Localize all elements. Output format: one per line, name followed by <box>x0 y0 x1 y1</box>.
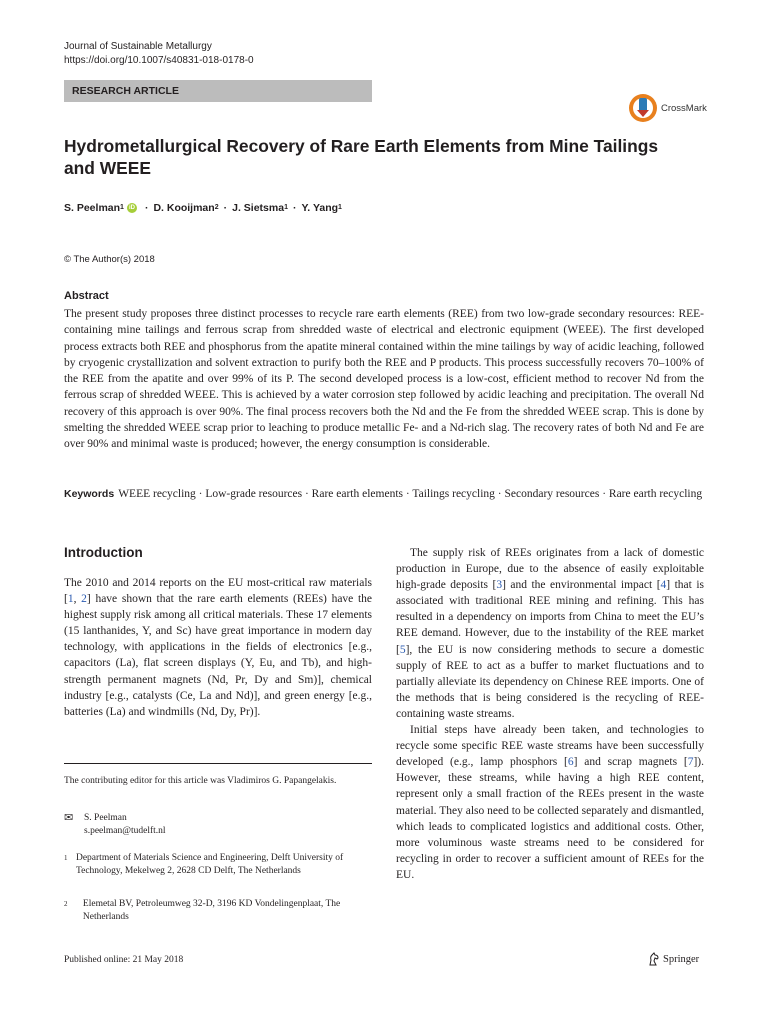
citation-link[interactable]: 1 <box>67 593 74 606</box>
author-name[interactable]: D. Kooijman <box>153 202 215 214</box>
orcid-icon[interactable]: iD <box>128 205 135 211</box>
affiliation-number: 2 <box>64 900 68 908</box>
paragraph-text: ] and scrap magnets [ <box>573 756 688 769</box>
keywords-label: Keywords <box>64 488 115 500</box>
doi-link[interactable]: https://doi.org/10.1007/s40831-018-0178-0 <box>64 55 254 66</box>
intro-paragraph <box>396 545 704 722</box>
publisher-name: Springer <box>663 953 700 965</box>
paragraph-text: ]). However, these streams, while having a high REE content, represent only a small fraction of the REEs present in the waste material. They also need to be collected separately and dismantled, which leads to complicated logistics and additional costs. Other, more voluminous waste streams need to be considered for recycling in order to recover a sufficient amount of REEs for the EU. <box>396 756 704 881</box>
author-affiliation-mark: 1 <box>284 203 288 211</box>
citation-link[interactable]: 5 <box>399 643 406 656</box>
paragraph-text: ] that is associated with traditional REE mining and refining. This has resulted in a dependency on imports from China to meet the EU’s REE demand. However, due to the instability of the REE market [ <box>396 579 704 656</box>
footnote-divider <box>64 763 372 764</box>
keywords-text: WEEE recycling · Low-grade resources · Rare earth elements · Tailings recycling · Secondary resources · Rare earth recycling <box>118 488 703 500</box>
paragraph-text: Initial steps have already been taken, and technologies to recycle some specific REE waste streams have been successfully developed (e.g., lamp phosphors [ <box>396 724 704 769</box>
author-list <box>64 202 342 214</box>
author-name[interactable]: J. Sietsma <box>232 202 285 214</box>
affiliation-number: 1 <box>64 854 68 862</box>
crossmark-icon <box>628 93 658 123</box>
citation-link[interactable]: 7 <box>687 756 694 769</box>
published-date: Published online: 21 May 2018 <box>64 955 184 965</box>
journal-header <box>64 40 254 68</box>
author-affiliation-mark: 1 <box>120 203 124 211</box>
paragraph-text: , <box>73 593 82 606</box>
author-name[interactable]: Y. Yang <box>301 202 339 214</box>
abstract-text: The present study proposes three distinct processes to recycle rare earth elements (REE) from two low-grade secondary resources: REE-containing mine tailings and ferrous scrap from shredded waste of electrical and electronic equipment (WEEE). The first developed process extracts both REE and phosphorus from the apatite mineral contained within the mine tailings by way of acidic leaching, followed by cryogenic crystallization and solvent extraction to purify both the REE and P products. This process successfully recovers 70–100% of the REE from the apatite and over 99% of its P. The second developed process is a low-cost, efficient method to recover Nd from the ferrous scrap of shredded WEEE. This is achieved by a water corrosion step followed by acidic leaching and precipitation. The overall Nd recovery of this approach is over 90%. The final process recovers both the Nd and the Fe from the shredded WEEE scrap. This is done by smelting the shredded WEEE scrap prior to leaching to produce metallic Fe- and a Nd-rich slag. The recovery rates of both Nd and Fe are over 90% and minimal waste is produced; however, the energy consumption is considerable. <box>64 308 704 451</box>
editor-note: The contributing editor for this article was Vladimiros G. Papangelakis. <box>64 776 337 786</box>
author-separator: · <box>292 202 297 214</box>
journal-name: Journal of Sustainable Metallurgy <box>64 41 212 52</box>
paragraph-text: The 2010 and 2014 reports on the EU most-critical raw materials [ <box>64 577 372 606</box>
author-affiliation-mark: 2 <box>214 203 219 211</box>
author-separator: · <box>144 202 149 214</box>
citation-link[interactable]: 4 <box>660 579 667 592</box>
keywords <box>64 486 704 502</box>
corresponding-email[interactable]: s.peelman@tudelft.nl <box>84 826 166 837</box>
paragraph-text: The supply risk of REEs originates from a lack of domestic production in Europe, due to the absence of easily exploitable high-grade deposits [ <box>396 547 704 592</box>
abstract-heading: Abstract <box>64 290 109 302</box>
citation-link[interactable]: 2 <box>81 593 87 606</box>
right-column <box>396 545 704 883</box>
affiliation <box>64 852 372 879</box>
author-name[interactable]: S. Peelman <box>64 202 121 214</box>
article-title: Hydrometallurgical Recovery of Rare Earth Elements from Mine Tailings and WEEE <box>64 136 659 178</box>
paragraph-text: ] have shown that the rare earth elements (REEs) have the highest supply risk among all critical materials. These 17 elements (15 lanthanides, Y, and Sc) have great importance in modern day technology, with applications in the fields of electronics [e.g., capacitors (La), flat screen displays (Y, Eu, and Tb), and high-strength permanent magnets (Nd, Pr, Dy and Sm)], chemical industry [e.g., catalysts (Ce, La and Nd)], and green energy [e.g., batteries (La) and windmills (Nd, Dy, Pr)]. <box>64 593 373 718</box>
author-affiliation-mark: 1 <box>338 203 342 211</box>
article-type-banner: RESEARCH ARTICLE <box>64 80 372 102</box>
affiliation-text: Elemetal BV, Petroleumweg 32-D, 3196 KD Vondelingenplaat, The Netherlands <box>82 899 341 923</box>
envelope-icon: ✉ <box>64 812 74 824</box>
paragraph-text: ], the EU is now considering methods to secure a domestic supply of REE to act as a buffer to market fluctuations and to partially alleviate its dependency on Chinese REE imports. One of the methods that is being considered is the recycling of REE-containing waste streams. <box>396 643 704 720</box>
springer-horse-icon <box>648 952 660 966</box>
crossmark-badge[interactable] <box>628 92 707 124</box>
affiliation <box>64 898 372 925</box>
citation-link[interactable]: 3 <box>496 579 503 592</box>
copyright-notice: © The Author(s) 2018 <box>64 254 155 265</box>
affiliation-text: Department of Materials Science and Engineering, Delft University of Technology, Mekelweg 2, 2628 CD Delft, The Netherlands <box>75 853 344 877</box>
citation-link[interactable]: 6 <box>567 756 574 769</box>
introduction-heading: Introduction <box>64 545 143 560</box>
publisher-logo <box>648 952 699 966</box>
crossmark-label: CrossMark <box>661 102 707 114</box>
paragraph-text: ] and the environmental impact [ <box>502 579 661 592</box>
corresponding-author <box>64 812 372 839</box>
author-separator: · <box>223 202 228 214</box>
intro-paragraph <box>396 722 704 883</box>
intro-paragraph <box>64 575 372 720</box>
corresponding-name: S. Peelman <box>84 813 127 823</box>
